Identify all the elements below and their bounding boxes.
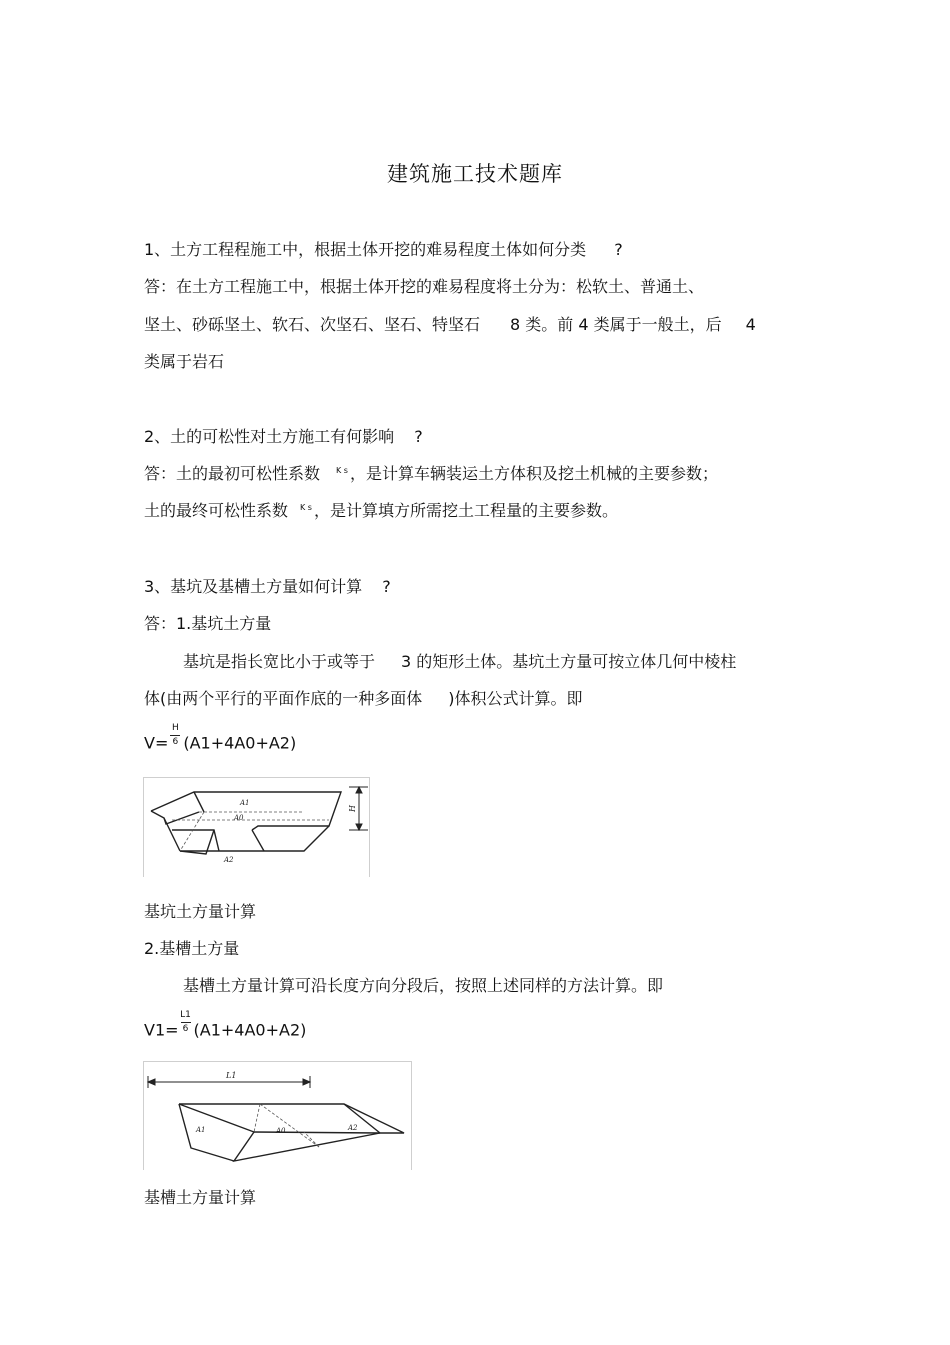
answer-1-line-2c: 4 xyxy=(745,315,756,334)
formula-1-rhs: (A1+4A0+A2) xyxy=(183,733,297,753)
formula-2-denominator: 6 xyxy=(182,1024,189,1034)
label-a1: A1 xyxy=(196,1126,206,1134)
formula-2-fraction xyxy=(180,1008,192,1040)
label-a2: A2 xyxy=(348,1124,358,1132)
answer-2-line-2a: 土的最终可松性系数 xyxy=(144,501,289,520)
label-a2: A2 xyxy=(224,856,234,864)
trench-left-wall xyxy=(179,1104,234,1161)
trench-bottom xyxy=(234,1132,380,1161)
question-1 xyxy=(144,240,623,260)
trench-mid-section-a xyxy=(260,1104,319,1147)
answer-2-line-2b: ，是计算填方所需挖土工程量的主要参数。 xyxy=(313,501,618,520)
question-3 xyxy=(144,577,391,597)
answer-3-para-1b: 3 的矩形土体。基坑土方量可按立体几何中棱柱 xyxy=(401,652,737,671)
label-l1: L1 xyxy=(226,1071,237,1080)
question-3-mark: ? xyxy=(382,577,391,596)
formula-2 xyxy=(144,1010,307,1055)
trench-top-rim xyxy=(179,1104,404,1133)
answer-3-para-1a: 基坑是指长宽比小于或等于 xyxy=(183,652,376,671)
answer-3-para-2: 基槽土方量计算可沿长度方向分段后，按照上述同样的方法计算。即 xyxy=(183,976,664,995)
answer-1-line-1: 答：在土方工程施工中，根据土体开挖的难易程度将土分为：松软土、普通土、 xyxy=(144,277,705,296)
question-1-text: 1、土方工程程施工中，根据土体开挖的难易程度土体如何分类 xyxy=(144,240,587,259)
question-2 xyxy=(144,427,423,447)
fraction-bar xyxy=(181,1022,191,1023)
answer-1-line-2 xyxy=(144,315,756,335)
answer-3-para-1-line-2 xyxy=(144,689,583,709)
fraction-bar xyxy=(170,735,180,736)
ks-symbol-2: K s xyxy=(300,503,312,512)
formula-1-numerator: H xyxy=(171,723,179,733)
page-title: 建筑施工技术题库 xyxy=(387,162,563,186)
formula-2-lhs: V1= xyxy=(144,1020,179,1040)
answer-2-line-2 xyxy=(144,501,618,524)
pit-back-left-edge xyxy=(194,792,204,812)
answer-1-line-3: 类属于岩石 xyxy=(144,352,225,371)
answer-3-line-1: 答：1.基坑土方量 xyxy=(144,614,272,633)
formula-2-rhs: (A1+4A0+A2) xyxy=(193,1020,307,1040)
pit-right-inner xyxy=(252,830,264,851)
figure-1-pit-diagram xyxy=(144,778,368,876)
ks-symbol: K s xyxy=(336,466,348,475)
answer-2-line-1a: 答：土的最初可松性系数 xyxy=(144,464,321,483)
pit-left-wall xyxy=(151,811,199,824)
question-3-text: 3、基坑及基槽土方量如何计算 xyxy=(144,577,363,596)
figure-1-caption: 基坑土方量计算 xyxy=(144,902,257,921)
answer-3-para-1-line-2a: 体(由两个平行的平面作底的一种多面体 xyxy=(144,689,423,708)
question-2-text: 2、土的可松性对土方施工有何影响 xyxy=(144,427,395,446)
answer-3-para-1 xyxy=(183,652,736,672)
pit-top-rim xyxy=(151,792,341,830)
trench-left-slope xyxy=(179,1104,254,1132)
label-h: H xyxy=(348,805,357,812)
answer-2-line-1 xyxy=(144,464,718,487)
figure-2-svg xyxy=(144,1062,410,1169)
formula-1-denominator: 6 xyxy=(172,737,179,747)
formula-1 xyxy=(144,723,297,768)
formula-1-fraction xyxy=(169,721,181,753)
answer-2-line-1b: ，是计算车辆装运土方体积及挖土机械的主要参数； xyxy=(349,464,718,483)
trench-bottom-back xyxy=(254,1132,380,1133)
label-a0: A0 xyxy=(276,1127,286,1135)
label-a0: A0 xyxy=(234,814,244,822)
answer-1-line-2a: 坚土、砂砾坚土、软石、次坚石、坚石、特坚石 xyxy=(144,315,481,334)
answer-1-line-2b: 8 类。前 4 类属于一般土，后 xyxy=(510,315,722,334)
trench-mid-section-b xyxy=(254,1104,260,1132)
label-a1: A1 xyxy=(240,799,250,807)
figure-2-trench-diagram xyxy=(144,1062,410,1169)
question-1-mark: ? xyxy=(614,240,623,259)
formula-1-lhs: V= xyxy=(144,733,169,753)
pit-left-edge xyxy=(164,818,180,851)
formula-2-numerator: L1 xyxy=(180,1010,191,1020)
figure-2-caption: 基槽土方量计算 xyxy=(144,1188,257,1207)
answer-3-para-1-line-2b: )体积公式计算。即 xyxy=(448,689,583,708)
figure-1-svg xyxy=(144,778,368,876)
section-2-heading: 2.基槽土方量 xyxy=(144,939,240,958)
question-2-mark: ? xyxy=(414,427,423,446)
